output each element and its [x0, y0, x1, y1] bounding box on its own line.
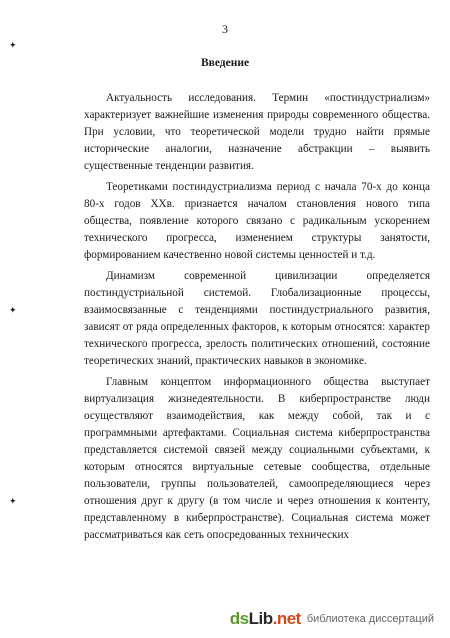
paragraph-virtualization: Главным концептом информационного общества выступает виртуализация жизнедеятельности. В киберпространстве люди осуществляют взаимодействия, как между собой, так и с программными артефактами. Социальная система киберпространства представляется системой связей между социальными субъектами, к которым относятся виртуальные сетевые сообщества, отдельные пользователи, группы пользователей, самоопределяющиеся через отношения друг к другу (в том числе и через отношения к контенту, представленному в киберпространстве). Социальная система может рассматриваться как сеть опосредованных технических	[84, 376, 430, 541]
paragraph-relevance: Актуальность исследования. Термин «постиндустриализм» характеризует важнейшие изменения природы современного общества. При условии, что теоретической модели трудно найти прямые исторические аналогии, назначение абстракции – выявить существенные тенденции развития.	[84, 92, 430, 172]
margin-mark-icon: ✦	[9, 496, 17, 506]
paragraph-dynamism: Динамизм современной цивилизации определяется постиндустриальной системой. Глобализационные процессы, взаимосвязанные с тенденциями постиндустриального развития, зависят от ряда определенных факторов, к которым относятся: характер технического прогресса, зрелость политических отношений, состояние теоретических знаний, практических навыков в экономике.	[84, 270, 430, 367]
margin-mark-icon: ✦	[9, 40, 17, 50]
section-heading: Введение	[200, 57, 250, 69]
watermark-subtitle: библиотека диссертаций	[306, 613, 434, 625]
margin-mark-icon: ✦	[9, 305, 17, 315]
paragraph-theorists: Теоретиками постиндустриализма период с начала 70-х до конца 80-х годов ХХв. признается началом становления нового типа общества, появление которого связано с радикальным ускорением технического прогресса, изменением структуры занятости, формированием качественно новой системы ценностей и т.д.	[84, 181, 430, 261]
body-text	[84, 90, 430, 548]
page-number: 3	[222, 22, 228, 36]
watermark-logo[interactable]	[226, 606, 438, 632]
watermark-logo-text: dsLib.net	[229, 609, 301, 628]
